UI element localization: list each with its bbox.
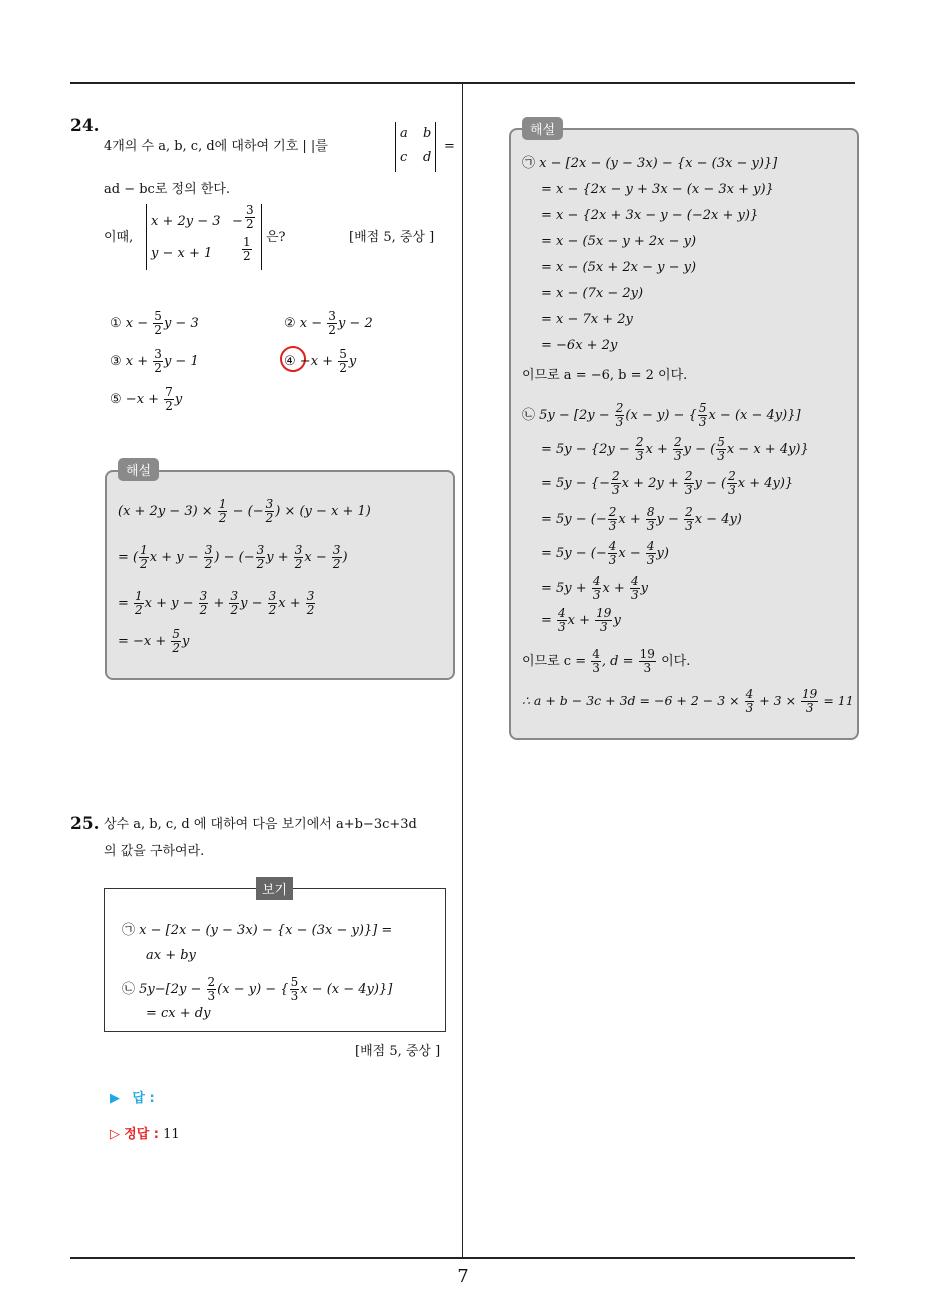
q24-line3-suffix: 은? <box>266 230 286 245</box>
question-24-number: 24. <box>70 116 100 136</box>
bogi2-fraction2: $\frac{5}{3}$ <box>290 975 299 1003</box>
det-bar-right <box>261 204 262 270</box>
bogi-mark: ㉠ <box>122 923 136 938</box>
m12-fraction: $\frac{3}{2}$ <box>246 203 254 231</box>
choice-pre: −x + <box>125 392 160 407</box>
det-c: c <box>400 150 408 165</box>
choice-fraction: $\frac{5}{2}$ <box>339 347 347 375</box>
det-bar-left <box>146 204 147 270</box>
s1-line-7: = −6x + 2y <box>541 338 618 353</box>
q24-line2: ad − bc로 정의 한다. <box>104 182 231 197</box>
m21: y − x + 1 <box>151 246 213 261</box>
choice-mark: ① <box>110 316 122 331</box>
q24-sol-line1: (x + 2y − 3) × $\frac{1}{2}$ − (− $\frac{3}{2}$ ) × (y − x + 1) <box>118 497 371 525</box>
choice-3[interactable] <box>110 348 199 375</box>
choice-mark: ④ <box>284 354 296 369</box>
page-number: 7 <box>457 1266 469 1287</box>
answer-row <box>110 1089 155 1109</box>
det-a: a <box>400 126 408 141</box>
choice-pre: x − <box>125 316 149 331</box>
choice-pre: x − <box>299 316 323 331</box>
det-d: d <box>423 150 432 165</box>
s2-mark: ㉡ <box>522 408 536 423</box>
q25-line2: 의 값을 구하여라. <box>104 844 205 859</box>
s1-line-2: = x − {2x + 3x − y − (−2x + y)} <box>541 208 759 223</box>
choice-fraction: $\frac{5}{2}$ <box>154 309 162 337</box>
s2-line-0: ㉡ 5y − [2y − $\frac{2}{3}$ (x − y) − { $\frac{5}{3}$ x − (x − 4y)}] <box>522 401 801 429</box>
bogi1-text: x − [2x − (y − 3x) − {x − (3x − y)}] = <box>139 923 393 938</box>
q24-score: [배점 5, 중상 ] <box>349 230 435 245</box>
question-25-number: 25. <box>70 814 100 834</box>
s2-line-4: = 5y − (− $\frac{4}{3}$ x − $\frac{4}{3}$ y) <box>541 539 669 567</box>
s1-line-3: = x − (5x − y + 2x − y) <box>541 234 697 249</box>
choice-mark: ③ <box>110 354 122 369</box>
s2-conclusion: 이므로 c = $\frac{4}{3}$ , d = $\frac{19}{3}$ 이다. <box>522 647 691 675</box>
bogi2-text-b: (x − y) − { <box>217 982 289 997</box>
q24-question-determinant <box>146 204 264 270</box>
bogi-item-2 <box>122 976 392 1003</box>
q25-score: [배점 5, 중상 ] <box>355 1044 441 1059</box>
s2-line-1: = 5y − {2y − $\frac{2}{3}$ x + $\frac{2}{3}$ y − ( $\frac{5}{3}$ x − x + 4y)} <box>541 435 809 463</box>
bogi-item-1 <box>122 921 392 941</box>
s1-line-1: = x − {2x − y + 3x − (x − 3x + y)} <box>541 182 774 197</box>
s1-line-6: = x − 7x + 2y <box>541 312 633 327</box>
choice-2[interactable] <box>284 310 373 337</box>
s2-line-6: = $\frac{4}{3}$ x + $\frac{19}{3}$ y <box>541 606 621 634</box>
q24-line1 <box>104 137 328 157</box>
s1-conclusion: 이므로 a = −6, b = 2 이다. <box>522 368 688 383</box>
choice-mark: ② <box>284 316 296 331</box>
choice-post: y − 2 <box>337 316 373 331</box>
q24-sol-line4: = −x + $\frac{5}{2}$ y <box>118 627 190 655</box>
correct-label: 정답 : <box>124 1127 159 1142</box>
q24-line1-text: 4개의 수 a, b, c, d에 대하여 기호 | |를 <box>104 139 328 154</box>
outline-arrow-icon: ▷ <box>110 1127 120 1142</box>
bogi-item-1-cont: ax + by <box>146 948 196 963</box>
choice-post: y <box>348 354 357 369</box>
choice-fraction: $\frac{7}{2}$ <box>165 385 173 413</box>
bogi2-fraction: $\frac{2}{3}$ <box>207 975 216 1003</box>
choice-mark: ⑤ <box>110 392 122 407</box>
answer-label: 답 : <box>132 1091 155 1106</box>
q24-sol-line3: = $\frac{1}{2}$ x + y − $\frac{3}{2}$ + $\frac{3}{2}$ y − $\frac{3}{2}$ x + $\frac{3}{2}$ <box>118 589 315 617</box>
bogi2-text-c: x − (x − 4y)}] <box>300 982 393 997</box>
choice-pre: −x + <box>299 354 334 369</box>
det-b: b <box>423 126 432 141</box>
bogi-tag: 보기 <box>256 877 293 900</box>
s1-mark: ㉠ <box>522 156 536 171</box>
s2-line-3: = 5y − (− $\frac{2}{3}$ x + $\frac{8}{3}$ y − $\frac{2}{3}$ x − 4y) <box>541 505 742 533</box>
q24-definition-determinant <box>395 122 441 172</box>
s2-line-5: = 5y + $\frac{4}{3}$ x + $\frac{4}{3}$ y <box>541 574 648 602</box>
q25-solution-tag: 해설 <box>522 117 563 140</box>
choice-5[interactable] <box>110 386 182 413</box>
choice-1[interactable] <box>110 310 199 337</box>
choice-fraction: $\frac{3}{2}$ <box>154 347 162 375</box>
m11: x + 2y − 3 <box>151 214 221 229</box>
correct-value: 11 <box>163 1127 180 1142</box>
det-bar-left <box>395 122 396 172</box>
correct-answer-row <box>110 1125 180 1145</box>
choice-post: y − 3 <box>163 316 199 331</box>
s1-line-5: = x − (7x − 2y) <box>541 286 644 301</box>
choice-4[interactable] <box>284 348 356 375</box>
final-answer-line: ∴ a + b − 3c + 3d = −6 + 2 − 3 × $\frac{4}{3}$ + 3 × $\frac{19}{3}$ = 11 <box>522 687 854 715</box>
q24-eq: = <box>444 139 455 154</box>
q25-line1: 상수 a, b, c, d 에 대하여 다음 보기에서 a+b−3c+3d <box>104 817 417 832</box>
q24-line3-prefix: 이때, <box>104 230 134 245</box>
play-arrow-icon: ▶ <box>110 1091 120 1106</box>
m22-fraction: $\frac{1}{2}$ <box>243 235 251 263</box>
q24-solution-tag: 해설 <box>118 458 159 481</box>
s2-line-2: = 5y − {− $\frac{2}{3}$ x + 2y + $\frac{2}{3}$ y − ( $\frac{2}{3}$ x + 4y)} <box>541 469 794 497</box>
bogi-item-2-cont: = cx + dy <box>146 1006 211 1021</box>
det-bar-right <box>435 122 436 172</box>
s1-line-4: = x − (5x + 2x − y − y) <box>541 260 697 275</box>
choice-post: y <box>174 392 183 407</box>
choice-post: y − 1 <box>163 354 199 369</box>
column-divider <box>462 83 463 1258</box>
m12-sign: − <box>232 214 243 229</box>
q24-sol-line2: = ( $\frac{1}{2}$ x + y − $\frac{3}{2}$ ) − (− $\frac{3}{2}$ y + $\frac{3}{2}$ x − $\frac{3}{2}$ ) <box>118 543 348 571</box>
s1-line-0: ㉠ x − [2x − (y − 3x) − {x − (3x − y)}] <box>522 156 778 171</box>
bogi2-text-a: 5y−[2y − <box>139 982 202 997</box>
bogi-mark: ㉡ <box>122 982 136 997</box>
choice-fraction: $\frac{3}{2}$ <box>328 309 336 337</box>
choice-pre: x + <box>125 354 149 369</box>
